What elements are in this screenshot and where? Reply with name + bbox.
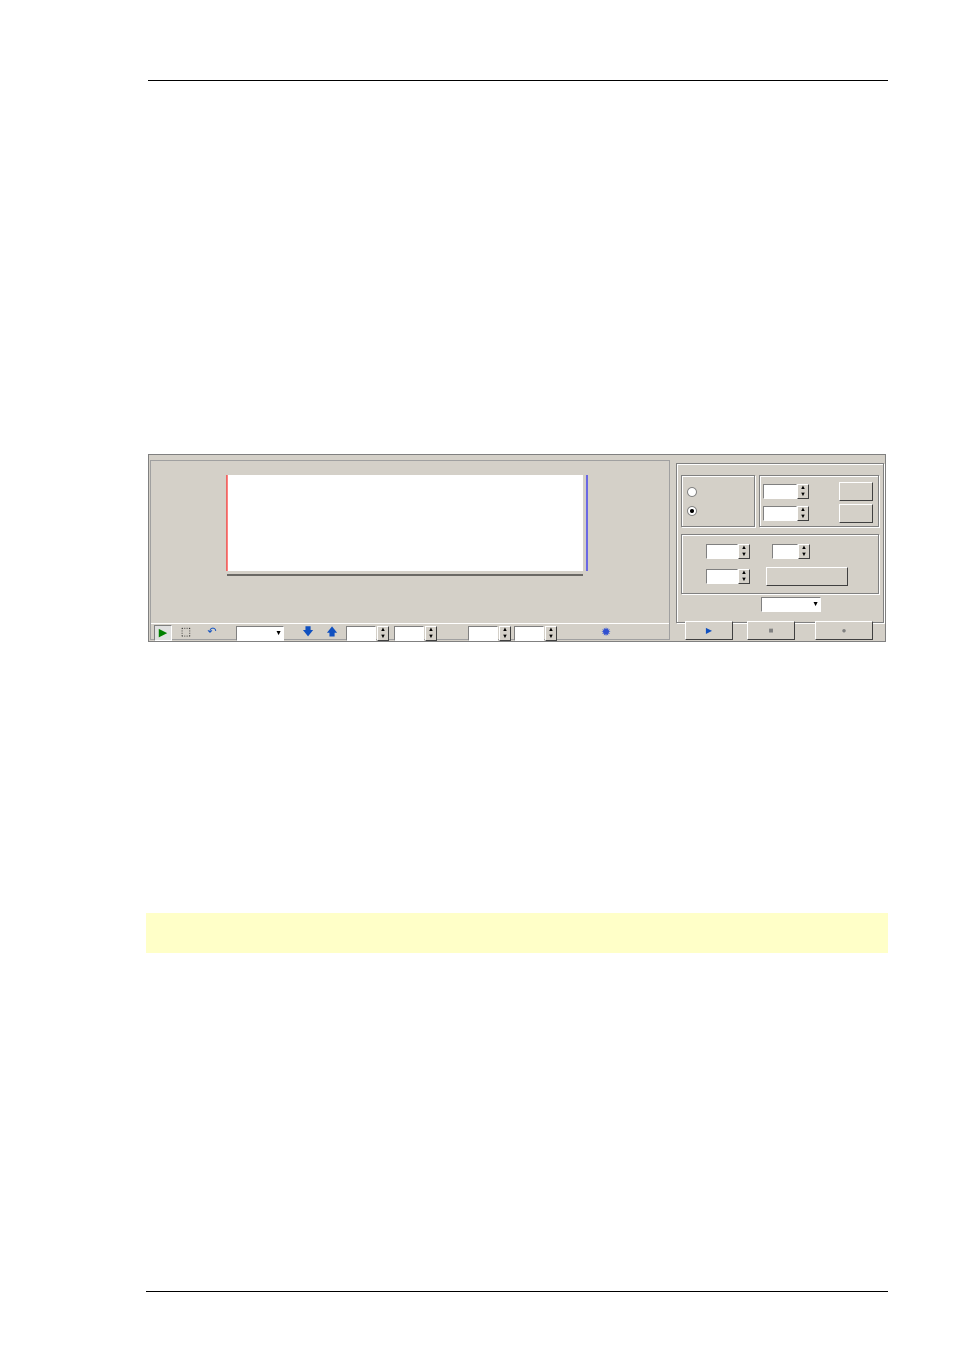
recording-freq-select[interactable] (761, 597, 821, 612)
select-rect-icon[interactable]: ⬚ (180, 626, 192, 638)
note-box (146, 913, 888, 953)
plot-area (227, 475, 583, 571)
gear-icon[interactable]: ✹ (600, 625, 612, 639)
plot-panel (150, 460, 670, 640)
recording-window-screenshot (148, 454, 886, 642)
running-header (148, 57, 888, 81)
start-button[interactable] (685, 621, 733, 640)
stop-button[interactable] (747, 621, 795, 640)
set-clamp-group (759, 475, 879, 527)
arrow-down-icon[interactable]: 🡇 (302, 626, 314, 638)
footer-rule (146, 1291, 888, 1292)
voltage-range-spinner[interactable]: ▲ ▼ (545, 626, 557, 641)
i-gain-spinner[interactable]: ▲ ▼ (798, 544, 810, 559)
recording-group (676, 463, 884, 623)
undo-icon[interactable]: ↶ (207, 626, 217, 638)
holding-current-field[interactable] (763, 506, 797, 521)
play-icon[interactable]: ▶ (154, 625, 172, 641)
current-min-field[interactable] (346, 626, 376, 641)
voltage-range-field[interactable] (514, 626, 544, 641)
plot-toolbar (151, 623, 669, 642)
p-gain-field[interactable] (706, 544, 738, 559)
record-button[interactable] (815, 621, 873, 640)
recording-plot (151, 461, 669, 623)
holding-voltage-field[interactable] (763, 484, 797, 499)
current-clamp-radio[interactable] (687, 506, 697, 516)
cx-spinner[interactable]: ▲ ▼ (738, 569, 750, 584)
current-range-field[interactable] (394, 626, 424, 641)
arrow-up-icon[interactable]: 🡅 (326, 626, 338, 638)
voltage-min-spinner[interactable]: ▲ ▼ (499, 626, 511, 641)
voltage-min-field[interactable] (468, 626, 498, 641)
holding-voltage-spinner[interactable]: ▲ ▼ (797, 484, 809, 499)
set-voltage-button[interactable] (839, 482, 873, 501)
set-current-button[interactable] (839, 504, 873, 523)
chevron-down-icon: ▼ (812, 601, 819, 608)
voltage-clamp-radio[interactable] (687, 487, 697, 497)
p-gain-spinner[interactable]: ▲ ▼ (738, 544, 750, 559)
play-icon: ▶ (705, 626, 713, 635)
i-gain-field[interactable] (772, 544, 798, 559)
holding-current-spinner[interactable]: ▲ ▼ (797, 506, 809, 521)
cx-field[interactable] (706, 569, 738, 584)
timespan-select[interactable] (236, 626, 284, 641)
current-min-spinner[interactable]: ▲ ▼ (377, 626, 389, 641)
amplifier-control-group (681, 534, 879, 594)
set-as-default-button[interactable] (766, 567, 848, 586)
chevron-down-icon: ▼ (275, 630, 282, 637)
clamp-group (681, 475, 755, 527)
record-icon: ● (841, 626, 847, 635)
stop-icon: ■ (768, 626, 774, 635)
current-range-spinner[interactable]: ▲ ▼ (425, 626, 437, 641)
